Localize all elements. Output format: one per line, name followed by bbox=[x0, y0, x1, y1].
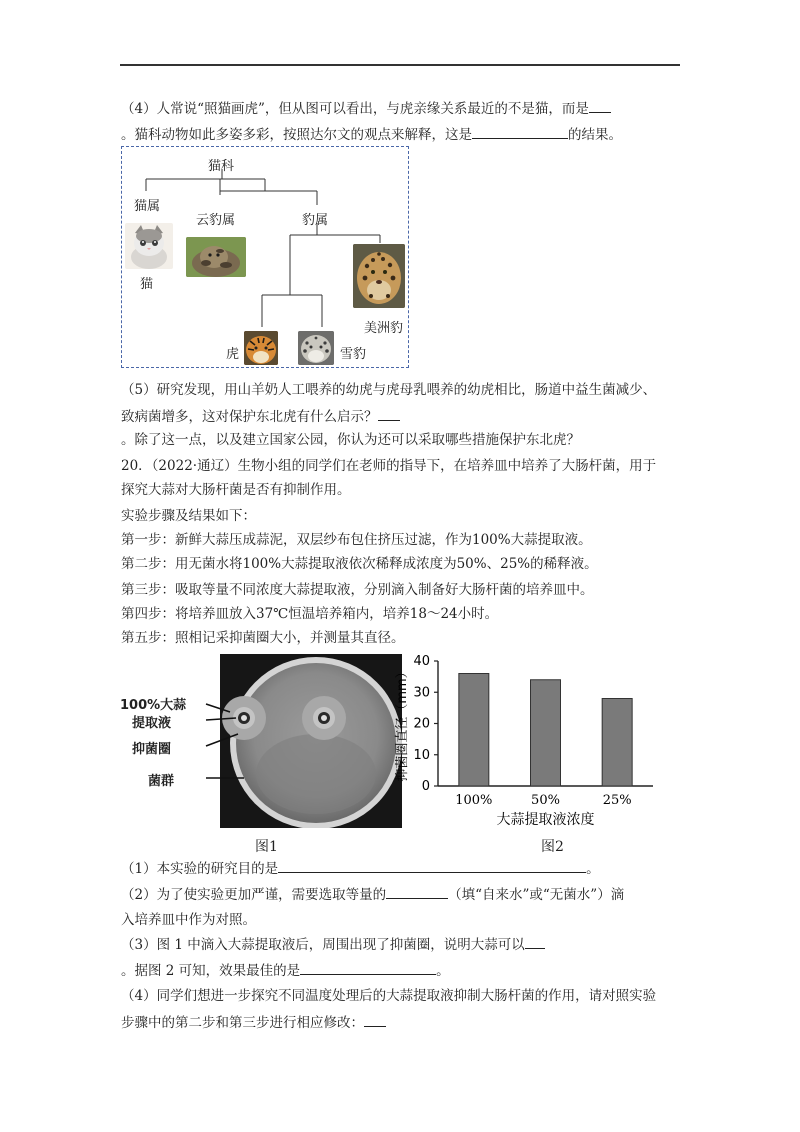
label-snow-leopard: 雪豹 bbox=[340, 347, 367, 362]
q19-p4-line2: 。猫科动物如此多姿多彩，按照达尔文的观点来解释，这是 的结果。 bbox=[121, 124, 622, 145]
q20-intro-line1: 20．（2022·通辽）生物小组的同学们在老师的指导下，在培养皿中培养了大肠杆菌，用于 bbox=[121, 458, 657, 474]
q20-step5: 第五步：照相记采抑菌圈大小，并测量其直径。 bbox=[121, 630, 405, 646]
q20-question2-line2: 入培养皿中作为对照。 bbox=[121, 912, 256, 928]
x-tick-label: 100% bbox=[455, 793, 493, 808]
bar-1 bbox=[459, 674, 489, 787]
x-tick-label: 25% bbox=[602, 793, 632, 808]
cat-family-tree bbox=[121, 146, 409, 368]
label-tiger: 虎 bbox=[226, 347, 240, 362]
clouded-leopard-photo bbox=[186, 237, 246, 277]
q20-question1: （1）本实验的研究目的是 。 bbox=[121, 858, 600, 879]
figure2-caption: 图2 bbox=[541, 839, 564, 855]
y-tick-label: 30 bbox=[413, 685, 430, 701]
q20-step2: 第二步：用无菌水将100%大蒜提取液依次稀释成浓度为50%、25%的稀释液。 bbox=[121, 556, 598, 572]
bar-chart-svg bbox=[390, 648, 665, 833]
tiger-photo bbox=[244, 331, 278, 365]
figure1-caption: 图1 bbox=[255, 839, 278, 855]
x-tick-label: 50% bbox=[531, 793, 560, 808]
label-jaguar: 美洲豹 bbox=[364, 321, 404, 336]
figure1-petri-dish bbox=[120, 654, 402, 828]
label-inhibition-zone: 抑菌圈 bbox=[132, 742, 172, 757]
q19-p5-line3: 。除了这一点，以及建立国家公园，你认为还可以采取哪些措施保护东北虎？ bbox=[121, 432, 580, 448]
q19-p4-line1: （4）人常说“照猫画虎”，但从图可以看出，与虎亲缘关系最近的不是猫，而是 bbox=[121, 98, 611, 119]
label-garlic-extract-2: 提取液 bbox=[132, 716, 172, 731]
q20-intro-line2: 探究大蒜对大肠杆菌是否有抑制作用。 bbox=[121, 482, 351, 498]
figure2-bar-chart bbox=[390, 648, 665, 833]
cat-photo bbox=[125, 223, 173, 269]
q20-question3-line2: 。据图 2 可知，效果最佳的是 。 bbox=[121, 960, 450, 981]
y-tick-label: 0 bbox=[421, 779, 430, 794]
q20-step4: 第四步：将培养皿放入37℃恒温培养箱内，培养18～24小时。 bbox=[121, 606, 499, 622]
label-genus-felis: 猫属 bbox=[134, 199, 161, 214]
label-felidae: 猫科 bbox=[208, 159, 235, 174]
jaguar-photo bbox=[353, 244, 405, 308]
label-cat: 猫 bbox=[140, 277, 154, 292]
bar-2 bbox=[531, 680, 561, 786]
header-rule bbox=[120, 64, 680, 66]
y-tick-label: 20 bbox=[413, 716, 430, 732]
label-garlic-extract-1: 100%大蒜 bbox=[120, 698, 187, 713]
label-colony: 菌群 bbox=[148, 774, 175, 789]
snow-leopard-photo bbox=[298, 331, 334, 365]
q20-question3-line1: （3）图 1 中滴入大蒜提取液后，周围出现了抑菌圈，说明大蒜可以 bbox=[121, 934, 545, 955]
label-genus-neofelis: 云豹属 bbox=[196, 213, 236, 228]
q20-step1: 第一步：新鲜大蒜压成蒜泥，双层纱布包住挤压过滤，作为100%大蒜提取液。 bbox=[121, 532, 592, 548]
y-axis-title: 抑菌圈直径（mm） bbox=[395, 665, 410, 782]
q20-question4-line1: （4）同学们想进一步探究不同温度处理后的大蒜提取液抑制大肠杆菌的作用，请对照实验 bbox=[121, 988, 657, 1004]
x-axis-title: 大蒜提取液浓度 bbox=[496, 812, 595, 828]
q20-steps-title: 实验步骤及结果如下： bbox=[121, 508, 256, 524]
q19-p5-line2: 致病菌增多，这对保护东北虎有什么启示？ bbox=[121, 406, 400, 427]
y-tick-label: 40 bbox=[413, 654, 430, 669]
q20-step3: 第三步：吸取等量不同浓度大蒜提取液，分别滴入制备好大肠杆菌的培养皿中。 bbox=[121, 582, 594, 598]
q20-question2-line1: （2）为了使实验更加严谨，需要选取等量的 （填“自来水”或“无菌水”）滴 bbox=[121, 884, 624, 905]
y-tick-label: 10 bbox=[413, 747, 430, 763]
bar-3 bbox=[602, 699, 632, 787]
label-genus-panthera: 豹属 bbox=[302, 213, 329, 228]
q20-question4-line2: 步骤中的第二步和第三步进行相应修改： bbox=[121, 1012, 386, 1033]
q19-p5-line1: （5）研究发现，用山羊奶人工喂养的幼虎与虎母乳喂养的幼虎相比，肠道中益生菌减少、 bbox=[121, 382, 657, 398]
